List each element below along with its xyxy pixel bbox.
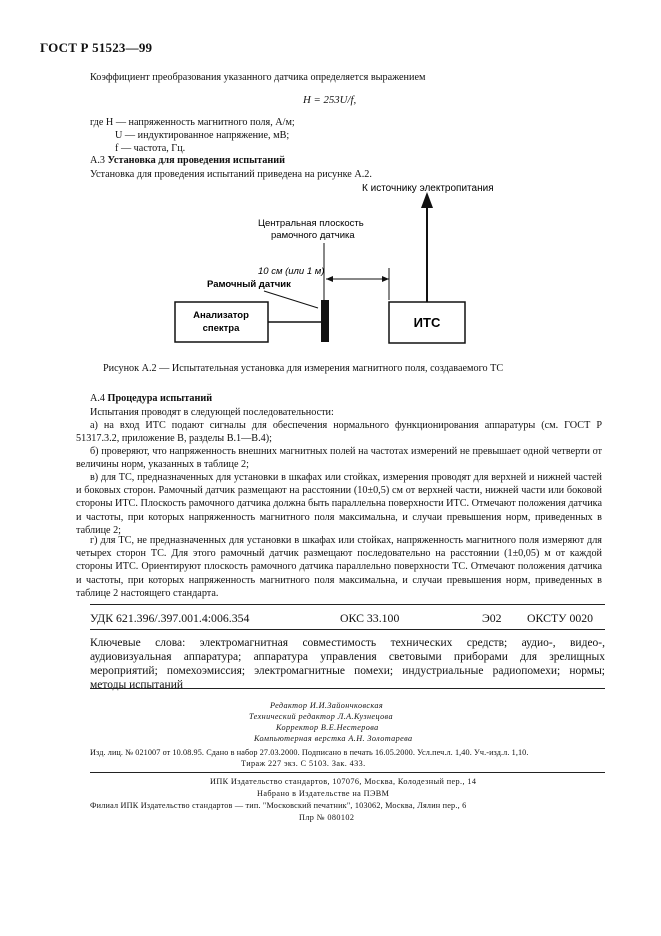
layout-artist: Компьютерная верстка А.Н. Золотарева: [254, 734, 413, 743]
print-run: Тираж 227 экз. С 5103. Зак. 433.: [241, 759, 366, 768]
frame-sensor-pointer: [264, 291, 318, 308]
print-shop-address: Филиал ИПК Издательство стандартов — тип. "Московский печатник", 103062, Москва, Лялин пер., 6: [90, 801, 467, 810]
distance-arrow-right-icon: [382, 276, 389, 282]
document-header: ГОСТ Р 51523—99: [40, 40, 153, 55]
publisher-address: ИПК Издательство стандартов, 107076, Москва, Колодезный пер., 14: [210, 777, 477, 786]
power-label: К источнику электропитания: [362, 183, 494, 194]
procedure-item-b: б) проверяют, что напряженность внешних магнитных полей на частотах измерений не превышает одной четверти от величины норм, указанных в таблице 2;: [76, 446, 602, 471]
classification-top-rule: [90, 604, 605, 605]
section-a3-title: Установка для проведения испытаний: [107, 155, 285, 166]
publication-bottom-rule: [90, 772, 605, 773]
section-a4-lead: Испытания проводят в следующей последовательности:: [90, 407, 334, 418]
analyzer-label-line2: спектра: [202, 323, 240, 334]
its-label: ИТС: [413, 315, 441, 330]
typeset-note: Набрано в Издательстве на ПЭВМ: [257, 789, 390, 798]
group-code: Э02: [482, 611, 502, 625]
procedure-item-a: а) на вход ИТС подают сигналы для обеспечения нормального функционирования аппаратуры (см. ГОСТ Р 51317.3.2, приложение В, разделы В.1—В.4);: [76, 420, 602, 445]
editor: Редактор И.И.Зайончковская: [270, 701, 384, 710]
frame-sensor-bar: [321, 300, 329, 342]
proofreader: Корректор В.Е.Нестерова: [276, 723, 379, 732]
definition-u: U — индуктированное напряжение, мВ;: [115, 130, 290, 141]
procedure-item-g: г) для ТС, не предназначенных для установки в шкафах или стойках, напряженность магнитного поля измеряют для четырех сторон ТС. Для этого рамочный датчик размещают последовательно на расстоянии (1±0,05) м от каждой стороны ИТС. Ориентируют плоскость рамочного датчика параллельно поверхности ТС. Отмечают положения датчика и частоты, при которых напряженность магнитного поля максимальна, и случаи превышения норм, приведенных в таблице 2 настоящего стандарта.: [76, 535, 602, 599]
intro-text: Коэффициент преобразования указанного датчика определяется выражением: [90, 72, 426, 83]
procedure-item-v: в) для ТС, предназначенных для установки в шкафах или стойках, измерения проводят для верхней и нижней частей и боковых сторон. Рамочный датчик размещают на расстоянии (10±0,5) см от верхней части, нижней части или боковой стороны ИТС. Плоскость рамочного датчика должна быть параллельна поверхности ИТС. Отмечают положения датчика и частоты, при которых напряженность магнитного поля максимальна, и случаи превышения норм, приведенных в таблице 2;: [76, 472, 602, 536]
definition-f: f — частота, Гц.: [115, 143, 186, 154]
analyzer-label-line1: Анализатор: [193, 310, 249, 321]
section-a3-number: А.3: [90, 155, 105, 166]
plane-label-line2: рамочного датчика: [271, 230, 355, 241]
section-a3-text: Установка для проведения испытаний приведена на рисунке А.2.: [90, 169, 372, 180]
oks-code: ОКС 33.100: [340, 611, 400, 625]
definition-h: где H — напряженность магнитного поля, А/м;: [90, 117, 295, 128]
plane-label-line1: Центральная плоскость: [258, 218, 364, 229]
okstu-code: ОКСТУ 0020: [527, 611, 594, 625]
frame-sensor-label: Рамочный датчик: [207, 279, 291, 290]
spectrum-analyzer-box: [175, 302, 268, 342]
keywords-bottom-rule: [90, 688, 605, 689]
power-arrow-icon: [421, 192, 433, 208]
classification-bottom-rule: [90, 629, 605, 630]
udk-code: УДК 621.396/.397.001.4:006.354: [90, 611, 250, 625]
distance-arrow-left-icon: [326, 276, 333, 282]
test-setup-diagram: [0, 0, 661, 360]
distance-label: 10 см (или 1 м): [258, 266, 325, 277]
technical-editor: Технический редактор Л.А.Кузнецова: [249, 712, 393, 721]
publication-info: Изд. лиц. № 021007 от 10.08.95. Сдано в набор 27.03.2000. Подписано в печать 16.05.2000. Усл.печ.л. 1,40. Уч.-изд.л. 1,10.: [90, 748, 529, 757]
conversion-formula: H = 253U/f,: [303, 94, 357, 106]
keywords: Ключевые слова: электромагнитная совместимость технических средств; аудио-, видео-, аудиовизуальная аппаратура; аппаратура управления световыми приборами для зрелищных мероприятий; помехоэмиссия; электромагнитные помехи; индустриальные радиопомехи; нормы; методы испытаний: [90, 637, 605, 691]
figure-caption: Рисунок А.2 — Испытательная установка для измерения магнитного поля, создаваемого ТС: [103, 363, 504, 374]
section-a4-number: А.4: [90, 393, 105, 404]
section-a4-heading: [90, 393, 212, 404]
section-a4-title: Процедура испытаний: [107, 393, 213, 404]
license-number: Плр № 080102: [299, 813, 355, 822]
